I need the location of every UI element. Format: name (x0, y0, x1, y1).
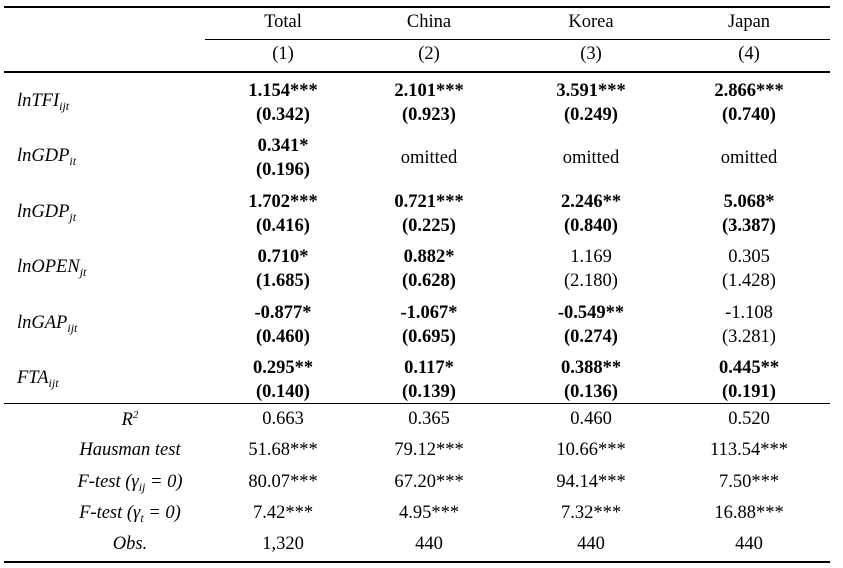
variable-label (17, 202, 76, 225)
variable-name: lnGAP (17, 313, 68, 333)
statistic-value: 440 (415, 534, 443, 554)
coefficient-cell (208, 79, 358, 127)
col-number-2: (2) (418, 44, 440, 64)
coefficient-value: 3.591*** (556, 81, 626, 101)
col-number-4: (4) (738, 44, 760, 64)
standard-error: (0.274) (564, 327, 618, 347)
coefficient-value: 1.169 (570, 247, 612, 267)
statistic-value: 80.07*** (248, 472, 318, 492)
statistic-value: 0.365 (408, 409, 450, 429)
col-header-total: Total (264, 12, 302, 32)
coefficient-cell (354, 301, 504, 349)
standard-error: (0.139) (402, 382, 456, 402)
statistic-value: 7.50*** (718, 472, 780, 492)
coefficient-value: 0.341* (257, 136, 309, 156)
coefficient-value: 1.154*** (248, 81, 318, 101)
coefficient-value: omitted (400, 148, 458, 168)
statistic-value: 4.95*** (398, 503, 460, 523)
coefficient-cell (674, 301, 824, 349)
standard-error: (0.923) (402, 105, 456, 125)
variable-label (17, 313, 77, 336)
variable-subscript: ijt (67, 321, 78, 335)
coefficient-cell (354, 356, 504, 404)
variable-label (17, 368, 59, 391)
statistic-label: F-test $(\gamma_t = 0)$ (79, 503, 181, 525)
header-mid-rule (205, 39, 830, 40)
statistic-value: 10.66*** (556, 440, 626, 460)
col-number-3: (3) (580, 44, 602, 64)
coefficient-cell (208, 134, 358, 182)
coefficient-value: -0.877* (254, 303, 312, 323)
coefficient-value: omitted (562, 148, 620, 168)
coefficient-value: 2.101*** (394, 81, 464, 101)
coefficient-cell (674, 190, 824, 238)
variable-name: lnGDP (17, 146, 70, 166)
coefficient-value: 0.882* (403, 247, 455, 267)
variable-subscript: jt (69, 210, 77, 224)
coefficient-cell (674, 356, 824, 404)
variable-label (17, 257, 86, 280)
col-header-japan: Japan (727, 12, 771, 32)
standard-error: (0.342) (256, 105, 310, 125)
coefficient-cell (516, 301, 666, 349)
coefficient-value: 0.710* (257, 247, 309, 267)
coefficient-value: 0.295** (252, 358, 314, 378)
statistic-value: 7.32*** (560, 503, 622, 523)
coefficient-value: 0.721*** (394, 192, 464, 212)
standard-error: (0.416) (256, 216, 310, 236)
statistic-value: 440 (577, 534, 605, 554)
col-header-korea: Korea (568, 12, 614, 32)
standard-error: (0.840) (564, 216, 618, 236)
standard-error: (1.685) (256, 271, 310, 291)
standard-error: (0.249) (564, 105, 618, 125)
coefficient-value: 5.068* (723, 192, 775, 212)
coefficient-value: 2.246** (560, 192, 622, 212)
statistic-value: 79.12*** (394, 440, 464, 460)
standard-error: (2.180) (564, 271, 618, 291)
statistic-value: 94.14*** (556, 472, 626, 492)
statistic-value: 113.54*** (710, 440, 788, 460)
standard-error: (3.387) (722, 216, 776, 236)
coefficient-cell (516, 245, 666, 293)
statistic-value: 16.88*** (714, 503, 784, 523)
variable-label (17, 146, 76, 169)
col-number-1: (1) (272, 44, 294, 64)
statistic-value: 0.460 (570, 409, 612, 429)
statistic-label: $R^2$ (121, 409, 139, 430)
coefficient-cell (516, 79, 666, 127)
coefficient-value: omitted (720, 148, 778, 168)
variable-name: lnOPEN (17, 257, 80, 277)
coefficient-value: 0.445** (718, 358, 780, 378)
coefficient-value: -0.549** (557, 303, 625, 323)
standard-error: (0.140) (256, 382, 310, 402)
coefficient-cell (516, 146, 666, 170)
variable-subscript: ijt (48, 376, 59, 390)
coefficient-cell (674, 146, 824, 170)
coefficient-value: 0.305 (728, 247, 770, 267)
coefficient-value: -1.067* (400, 303, 458, 323)
standard-error: (0.225) (402, 216, 456, 236)
standard-error: (0.191) (722, 382, 776, 402)
standard-error: (0.136) (564, 382, 618, 402)
statistic-label: Obs. (112, 534, 148, 554)
statistic-value: 7.42*** (252, 503, 314, 523)
header-bottom-rule (4, 71, 830, 73)
coefficient-value: 0.388** (560, 358, 622, 378)
stats-rule (4, 403, 830, 404)
top-rule (4, 6, 830, 8)
coefficient-value: 1.702*** (248, 192, 318, 212)
col-header-china: China (406, 12, 452, 32)
coefficient-cell (208, 356, 358, 404)
bottom-rule (4, 561, 830, 563)
variable-subscript: it (69, 154, 77, 168)
coefficient-cell (354, 79, 504, 127)
statistic-value: 0.520 (728, 409, 770, 429)
statistic-value: 0.663 (262, 409, 304, 429)
coefficient-cell (674, 245, 824, 293)
coefficient-cell (354, 245, 504, 293)
standard-error: (0.628) (402, 271, 456, 291)
coefficient-value: -1.108 (725, 303, 773, 323)
variable-name: FTA (17, 368, 49, 388)
coefficient-cell (354, 190, 504, 238)
statistic-value: 67.20*** (394, 472, 464, 492)
statistic-value: 440 (735, 534, 763, 554)
standard-error: (3.281) (722, 327, 776, 347)
coefficient-cell (516, 356, 666, 404)
coefficient-cell (674, 79, 824, 127)
statistic-label: Hausman test (79, 440, 181, 460)
variable-subscript: jt (79, 265, 87, 279)
coefficient-value: 2.866*** (714, 81, 784, 101)
coefficient-value: 0.117* (404, 358, 454, 378)
variable-subscript: ijt (59, 99, 70, 113)
statistic-label: F-test $(\gamma_{ij} = 0)$ (77, 472, 183, 494)
standard-error: (1.428) (722, 271, 776, 291)
standard-error: (0.740) (722, 105, 776, 125)
variable-label (17, 91, 69, 114)
coefficient-cell (208, 301, 358, 349)
statistic-value: 1,320 (262, 534, 304, 554)
coefficient-cell (208, 190, 358, 238)
statistic-value: 51.68*** (248, 440, 318, 460)
coefficient-cell (354, 146, 504, 170)
standard-error: (0.695) (402, 327, 456, 347)
standard-error: (0.196) (256, 160, 310, 180)
standard-error: (0.460) (256, 327, 310, 347)
variable-name: lnTFI (17, 91, 60, 111)
variable-name: lnGDP (17, 202, 70, 222)
coefficient-cell (516, 190, 666, 238)
coefficient-cell (208, 245, 358, 293)
